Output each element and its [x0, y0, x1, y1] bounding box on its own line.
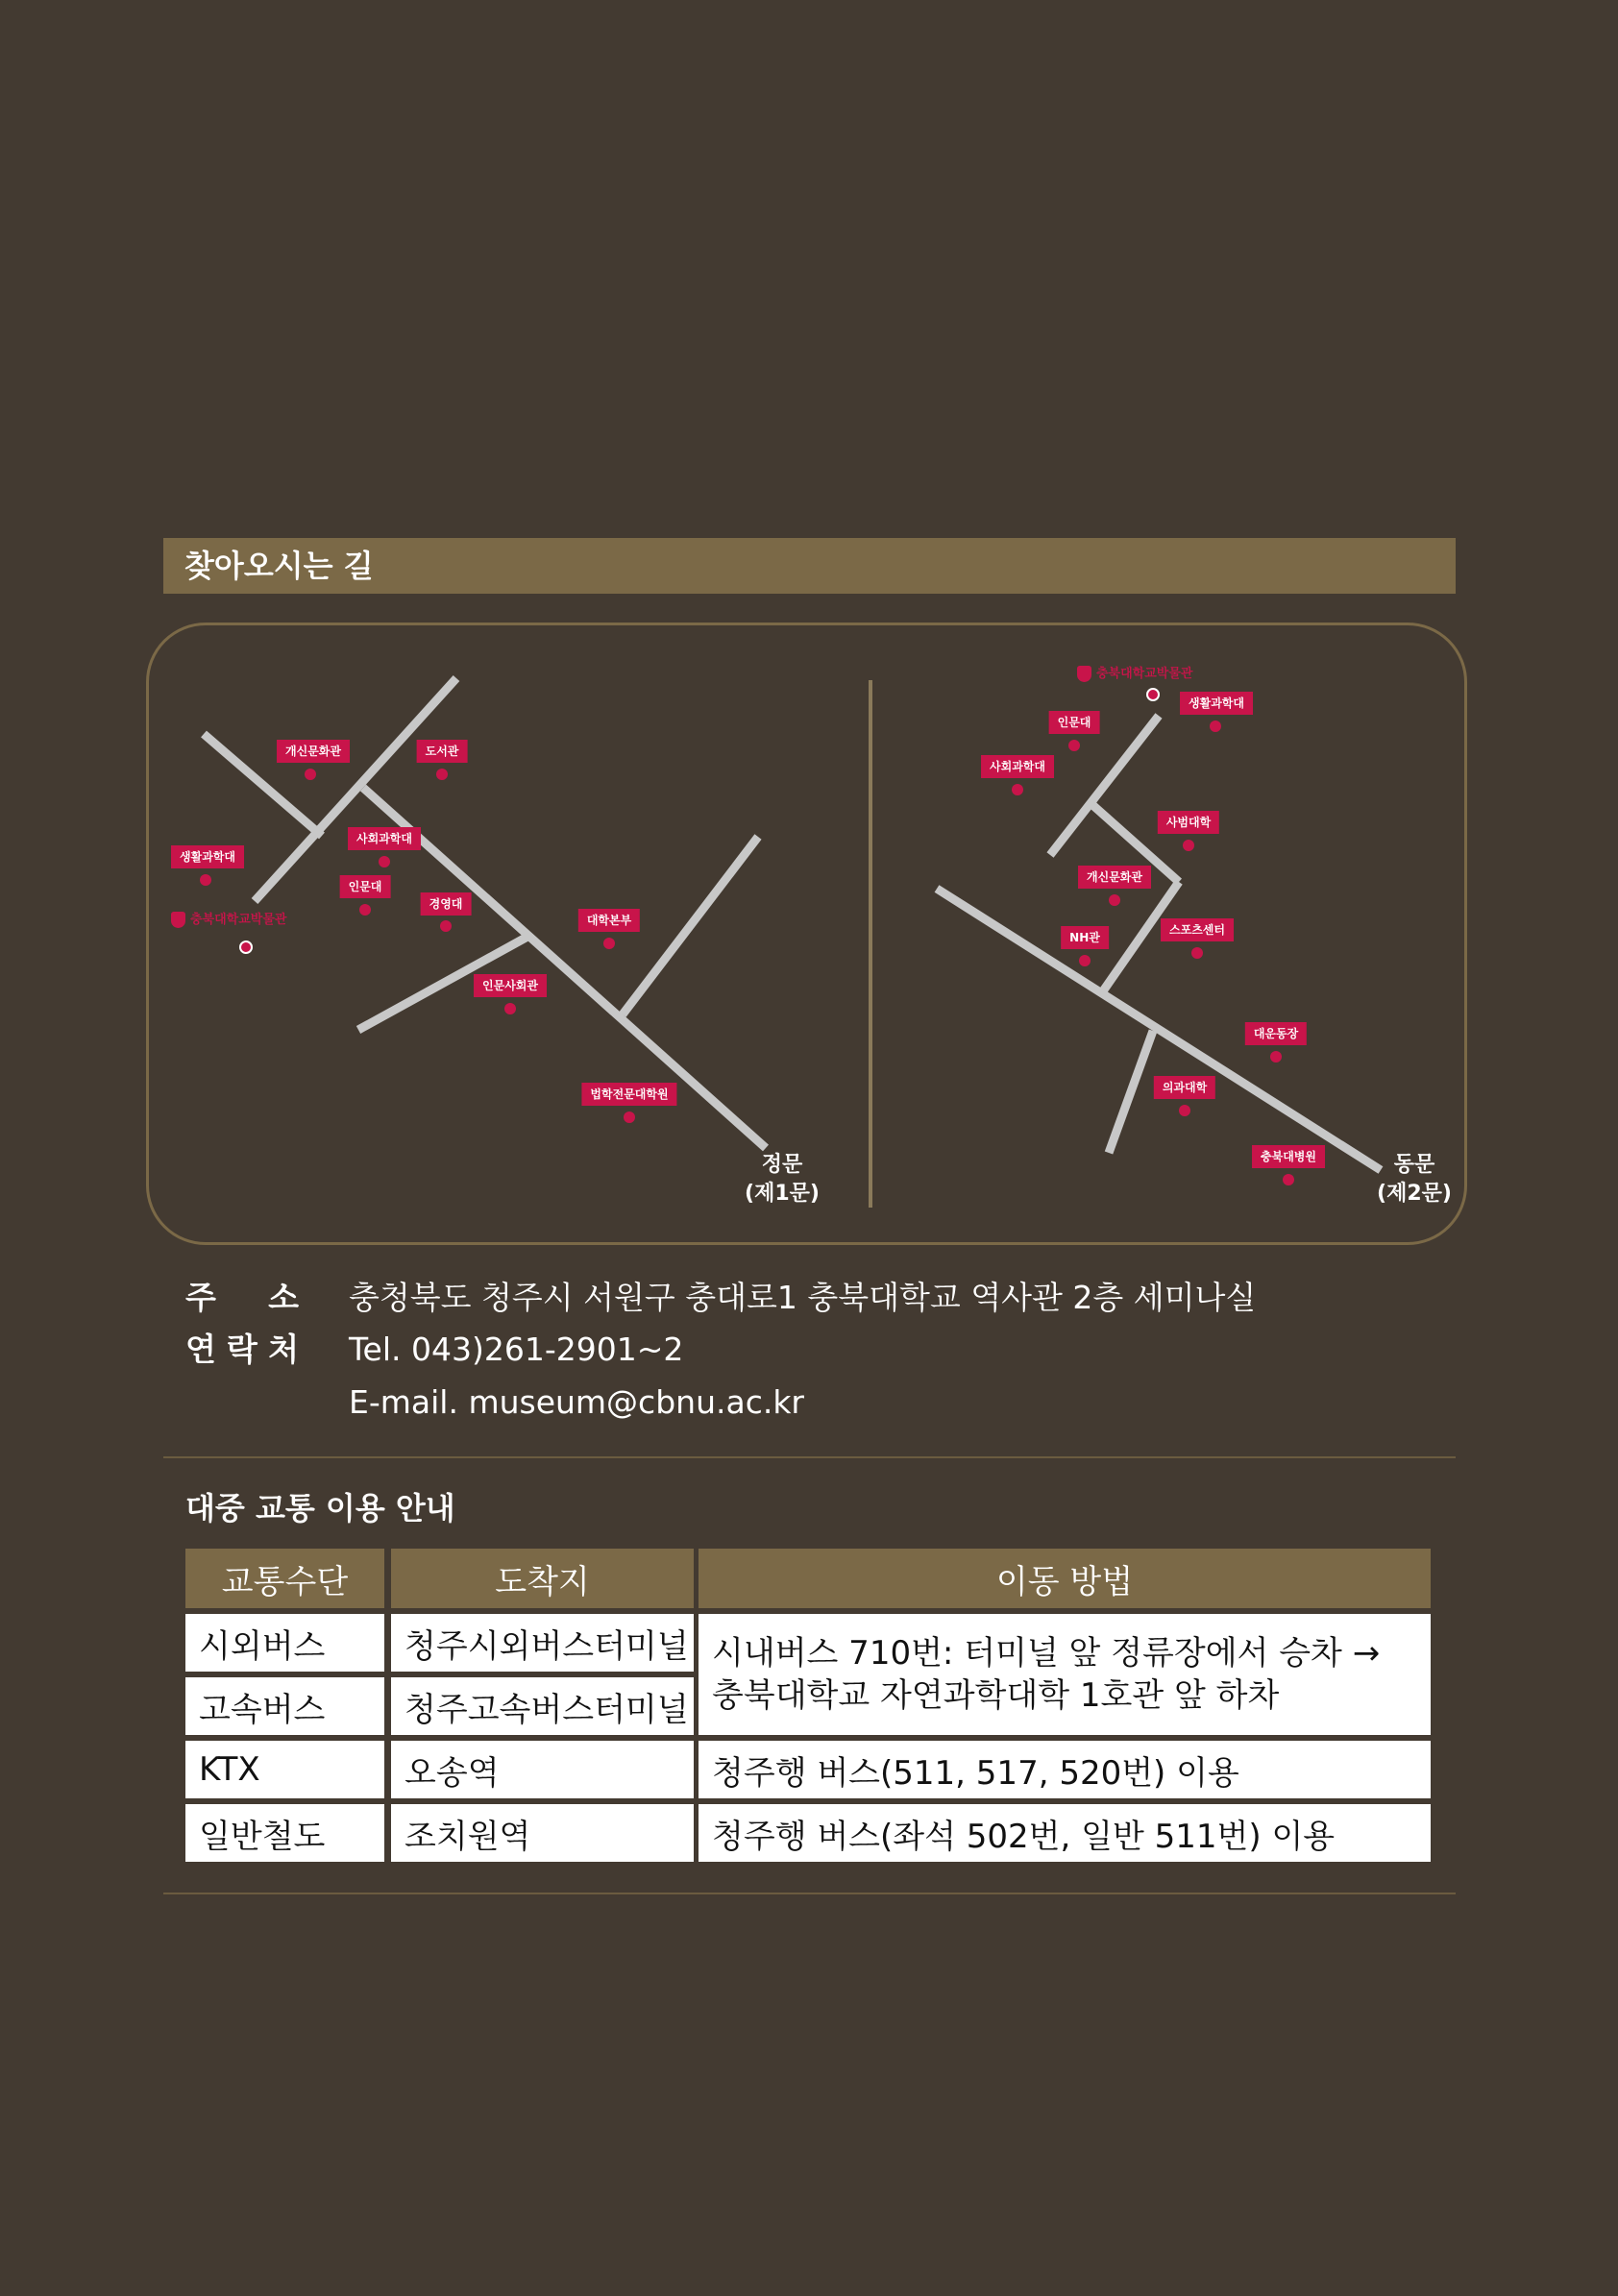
- map-label-education: 사범대학: [1158, 811, 1219, 834]
- map-label-humanities: 인문대: [340, 875, 391, 898]
- map-dot: [1210, 721, 1221, 732]
- map-label-human-ecology-r: 생활과학대: [1180, 692, 1253, 715]
- divider: [163, 1456, 1456, 1458]
- map-dot: [436, 769, 448, 780]
- map-label-nh-hall: NH관: [1061, 926, 1109, 949]
- map-label-humanities-social-hall: 인문사회관: [474, 974, 547, 997]
- cell-method-merged: [699, 1614, 1431, 1735]
- east-gate-label: 동문 (제2문): [1377, 1153, 1452, 1206]
- map-dot: [624, 1111, 635, 1123]
- road: [363, 788, 766, 1148]
- header-destination: 도착지: [391, 1549, 694, 1608]
- map-label-law-school: 법학전문대학원: [581, 1083, 676, 1106]
- map-dot: [504, 1003, 516, 1014]
- road: [937, 889, 1381, 1170]
- map-dot: [1079, 955, 1091, 966]
- map-museum-left: 충북대학교박물관: [171, 909, 286, 928]
- divider: [163, 1893, 1456, 1894]
- cell-mode: 고속버스: [185, 1677, 384, 1735]
- map-label-humanities-r: 인문대: [1049, 711, 1100, 734]
- map-label-main-office: 대학본부: [578, 909, 640, 932]
- cell-mode: 시외버스: [185, 1614, 384, 1672]
- email-value[interactable]: E-mail. museum@cbnu.ac.kr: [349, 1383, 805, 1421]
- header-mode: 교통수단: [185, 1549, 384, 1608]
- map-label-gaesin-culture-r: 개신문화관: [1078, 866, 1151, 889]
- map-dot: [305, 769, 316, 780]
- road: [623, 837, 758, 1014]
- address-key: 주 소: [185, 1279, 299, 1316]
- main-gate-label: 정문 (제1문): [745, 1153, 820, 1206]
- map-dot: [359, 904, 371, 916]
- phone-value: Tel. 043)261-2901~2: [349, 1331, 684, 1368]
- map-dot: [200, 874, 211, 886]
- map-label-human-ecology: 생활과학대: [171, 845, 244, 868]
- map-dot: [1012, 784, 1023, 795]
- cell-method: 청주행 버스(511, 517, 520번) 이용: [699, 1741, 1431, 1798]
- cell-mode: KTX: [185, 1741, 384, 1798]
- method-line: 시내버스 710번: 터미널 앞 정류장에서 승차 →: [712, 1634, 1381, 1673]
- map-label-business: 경영대: [421, 892, 472, 916]
- contact-key: 연 락 처: [185, 1331, 299, 1368]
- map-label-stadium: 대운동장: [1245, 1022, 1307, 1045]
- map-dot: [1068, 740, 1080, 751]
- cell-method: 청주행 버스(좌석 502번, 일반 511번) 이용: [699, 1804, 1431, 1862]
- address-value: 충청북도 청주시 서원구 충대로1 충북대학교 역사관 2층 세미나실: [349, 1279, 1257, 1316]
- map-dot: [1179, 1105, 1190, 1116]
- road: [1050, 716, 1159, 855]
- cell-destination: 청주고속버스터미널: [391, 1677, 694, 1735]
- university-emblem-icon: [171, 912, 185, 928]
- map-dot: [1109, 894, 1120, 906]
- transport-title: 대중 교통 이용 안내: [185, 1490, 455, 1527]
- map-label-medicine: 의과대학: [1154, 1076, 1215, 1099]
- cell-mode: 일반철도: [185, 1804, 384, 1862]
- road: [255, 678, 456, 901]
- cell-destination: 청주시외버스터미널: [391, 1614, 694, 1672]
- map-label-gaesin-culture: 개신문화관: [277, 740, 350, 763]
- map-label-social-science-r: 사회과학대: [981, 755, 1054, 778]
- cell-destination: 오송역: [391, 1741, 694, 1798]
- cell-destination: 조치원역: [391, 1804, 694, 1862]
- map-dot: [1191, 947, 1203, 959]
- map-dot: [603, 938, 615, 949]
- map-label-hospital: 충북대병원: [1252, 1145, 1325, 1168]
- method-line: 충북대학교 자연과학대학 1호관 앞 하차: [712, 1676, 1280, 1715]
- map-dot: [1270, 1051, 1282, 1063]
- map-label-sports-center: 스포츠센터: [1161, 918, 1234, 941]
- map-dot: [1183, 840, 1194, 851]
- map-label-library: 도서관: [417, 740, 468, 763]
- map-label-social-science: 사회과학대: [348, 827, 421, 850]
- map-museum-right: 충북대학교박물관: [1077, 663, 1192, 682]
- university-emblem-icon: [1077, 666, 1091, 682]
- map-dot: [379, 856, 390, 867]
- header-method: 이동 방법: [699, 1549, 1431, 1608]
- section-title: 찾아오시는 길: [163, 538, 1456, 594]
- road: [1109, 1031, 1153, 1153]
- map-dot: [440, 920, 452, 932]
- map-dot: [1283, 1174, 1294, 1185]
